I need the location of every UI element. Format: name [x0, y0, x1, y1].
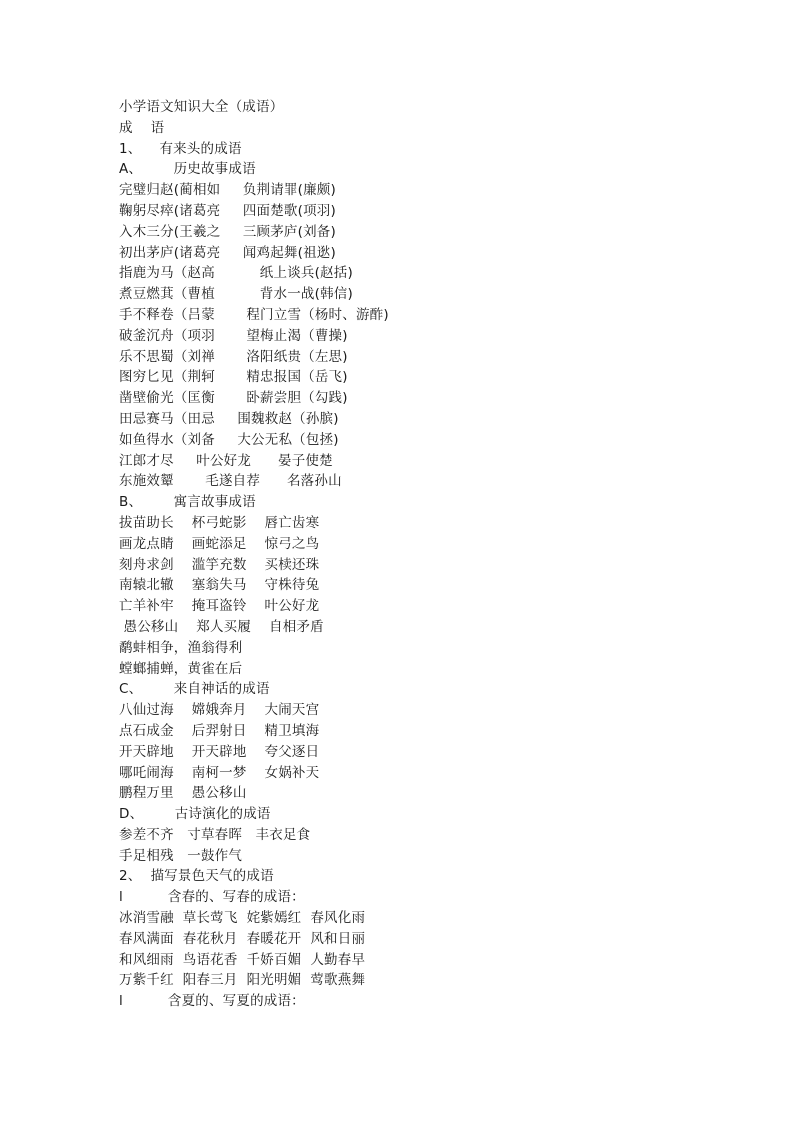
idiom-line: 拔苗助长 杯弓蛇影 唇亡齿寒: [119, 514, 320, 531]
idiom-line: 鞠躬尽瘁(诸葛亮 四面楚歌(项羽): [119, 202, 336, 219]
idiom-line: 亡羊补牢 掩耳盗铃 叶公好龙: [119, 598, 320, 615]
idiom-line: 万紫千红 阳春三月 阳光明媚 莺歌燕舞: [119, 972, 366, 989]
idiom-line: 刻舟求剑 滥竽充数 买椟还珠: [119, 556, 320, 573]
category-heading: A、 历史故事成语: [119, 161, 256, 178]
document-title: 小学语文知识大全（成语）: [119, 99, 284, 115]
idiom-line: 春风满面 春花秋月 春暖花开 风和日丽: [119, 930, 366, 947]
idiom-line: 煮豆燃萁（曹植 背水一战(韩信): [119, 286, 353, 303]
idiom-line: 和风细雨 鸟语花香 千娇百媚 人勤春早: [119, 951, 366, 968]
category-heading: D、 古诗演化的成语: [119, 806, 271, 823]
bullet-heading: l 含夏的、写夏的成语：: [119, 993, 305, 1010]
idiom-line: 完璧归赵(蔺相如 负荆请罪(廉颇): [119, 182, 336, 199]
subsection-heading: 1、 有来头的成语: [119, 140, 242, 157]
idiom-line: 初出茅庐(诸葛亮 闻鸡起舞(祖逖): [119, 244, 336, 261]
bullet-heading: l 含春的、写春的成语：: [119, 889, 305, 906]
idiom-line: 如鱼得水（刘备 大公无私（包拯): [119, 431, 339, 448]
idiom-line: 破釜沉舟（项羽 望梅止渴（曹操): [119, 327, 348, 344]
section-heading: 成 语: [119, 119, 165, 136]
idiom-line: 田忌赛马（田忌 围魏救赵（孙膑): [119, 410, 339, 427]
idiom-line: 入木三分(王羲之 三顾茅庐(刘备): [119, 223, 336, 240]
idiom-line: 八仙过海 嫦娥奔月 大闹天宫: [119, 702, 320, 719]
idiom-line: 愚公移山 郑人买履 自相矛盾: [119, 618, 324, 635]
idiom-line: 手不释卷（吕蒙 程门立雪（杨时、游酢): [119, 306, 389, 323]
idiom-line: 凿壁偷光（匡衡 卧薪尝胆（勾践): [119, 390, 348, 407]
idiom-line: 冰消雪融 草长莺飞 姹紫嫣红 春风化雨: [119, 910, 366, 927]
idiom-line: 开天辟地 开天辟地 夸父逐日: [119, 743, 320, 760]
category-heading: B、 寓言故事成语: [119, 494, 256, 511]
idiom-line: 乐不思蜀（刘禅 洛阳纸贵（左思): [119, 348, 348, 365]
idiom-line: 点石成金 后羿射日 精卫填海: [119, 722, 320, 739]
idiom-line: 画龙点睛 画蛇添足 惊弓之鸟: [119, 535, 320, 552]
idiom-line: 南辕北辙 塞翁失马 守株待兔: [119, 577, 320, 594]
idiom-line: 指鹿为马（赵高 纸上谈兵(赵括): [119, 265, 353, 282]
idiom-line: 参差不齐 寸草春晖 丰衣足食: [119, 826, 311, 843]
idiom-line: 螳螂捕蝉，黄雀在后: [119, 660, 243, 677]
document-body: [119, 97, 679, 1012]
idiom-line: 鹬蚌相争，渔翁得利: [119, 639, 243, 656]
category-heading: C、 来自神话的成语: [119, 681, 270, 698]
idiom-line: 鹏程万里 愚公移山: [119, 785, 247, 802]
idiom-line: 手足相残 一鼓作气: [119, 847, 243, 864]
idiom-line: 图穷匕见（荆轲 精忠报国（岳飞): [119, 369, 348, 386]
idiom-line: 哪吒闹海 南柯一梦 女娲补天: [119, 764, 320, 781]
idiom-line: 东施效颦 毛遂自荐 名落孙山: [119, 473, 342, 490]
subsection-heading: 2、 描写景色天气的成语: [119, 868, 274, 885]
idiom-line: 江郎才尽 叶公好龙 晏子使楚: [119, 452, 333, 469]
